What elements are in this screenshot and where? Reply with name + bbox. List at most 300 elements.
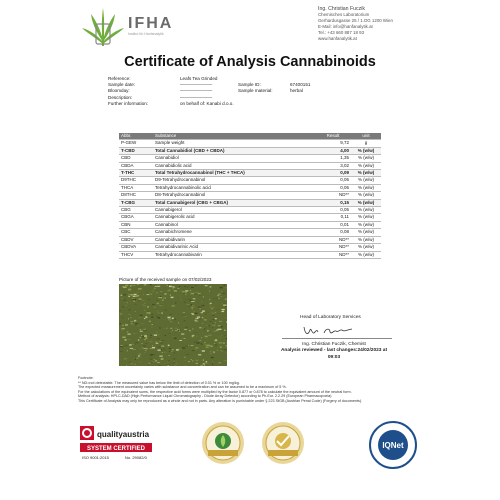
photo-texture (124, 339, 126, 341)
photo-texture (123, 287, 127, 288)
table-row (119, 244, 381, 251)
photo-texture (185, 290, 188, 292)
photo-texture (199, 327, 201, 328)
photo-texture (136, 292, 138, 293)
photo-texture (129, 322, 130, 323)
photo-texture (184, 329, 187, 330)
photo-texture (142, 300, 145, 301)
photo-texture (211, 313, 214, 315)
cell-abbr: CBDVA (119, 244, 153, 251)
photo-texture (191, 287, 194, 288)
photo-texture (168, 291, 169, 292)
photo-texture (139, 288, 142, 289)
photo-texture (154, 335, 157, 336)
cell-unit: % (w/w) (351, 155, 381, 162)
photo-texture (201, 343, 203, 344)
photo-texture (135, 304, 137, 305)
meta-label: Description: (108, 94, 133, 100)
photo-texture (171, 351, 172, 352)
photo-texture (215, 344, 217, 346)
quality-austria-logo-icon (80, 420, 152, 478)
photo-texture (202, 317, 203, 318)
photo-texture (146, 324, 147, 325)
photo-texture (172, 288, 173, 289)
photo-texture (158, 347, 161, 348)
photo-texture (163, 328, 166, 329)
photo-texture (203, 296, 204, 297)
photo-texture (185, 294, 186, 295)
photo-texture (192, 360, 193, 361)
lab-line: Chemisches Laboratorium (318, 12, 370, 17)
photo-texture (129, 362, 130, 363)
photo-texture (210, 286, 212, 287)
photo-texture (212, 323, 215, 324)
photo-texture (198, 354, 201, 356)
photo-texture (226, 342, 227, 343)
cell-unit: % (w/w) (351, 251, 381, 258)
cell-abbr: T-CBD (119, 147, 153, 154)
cell-abbr: CBD (119, 155, 153, 162)
lab-line: Gerhardusgasse 25 / 1.OG 1200 Wien (318, 18, 393, 23)
photo-texture (178, 357, 179, 358)
photo-texture (129, 294, 132, 295)
photo-texture (158, 297, 162, 298)
footnote-line: Footnote: (78, 376, 94, 380)
photo-texture (122, 317, 124, 318)
photo-texture (129, 309, 131, 310)
photo-texture (137, 284, 140, 285)
photo-texture (199, 340, 201, 341)
cell-abbr: THCV (119, 251, 153, 258)
photo-texture (225, 335, 226, 336)
photo-texture (151, 314, 153, 315)
photo-texture (172, 349, 174, 350)
photo-texture (175, 330, 178, 331)
photo-texture (177, 364, 178, 365)
photo-texture (219, 327, 220, 328)
footnote-line: Method of analysis: HPLC-DAD (High Performance Liquid Chromatography - Diode Array Detector) according to Ph.Eur. 2.2.29 (European Pharmacopoeia) (78, 394, 332, 399)
cell-unit: % (w/w) (351, 214, 381, 221)
photo-texture (168, 345, 170, 347)
photo-texture (180, 290, 183, 291)
photo-texture (217, 328, 220, 329)
photo-texture (185, 338, 186, 339)
photo-texture (186, 354, 189, 355)
photo-texture (125, 285, 128, 287)
photo-texture (148, 365, 149, 366)
table-row (119, 221, 381, 228)
photo-texture (203, 363, 206, 364)
photo-texture (221, 350, 223, 351)
photo-texture (143, 345, 145, 347)
photo-texture (173, 336, 174, 338)
photo-texture (136, 342, 139, 343)
cell-result: 0,05 (315, 184, 351, 191)
cell-result: 9,72 (315, 140, 351, 147)
photo-texture (212, 361, 213, 362)
photo-texture (206, 325, 208, 326)
photo-texture (221, 311, 224, 312)
photo-texture (164, 310, 167, 311)
photo-texture (159, 356, 162, 357)
photo-texture (188, 306, 190, 307)
photo-texture (136, 358, 138, 359)
photo-texture (133, 333, 136, 334)
photo-texture (135, 356, 136, 357)
photo-texture (139, 362, 141, 363)
photo-texture (198, 364, 200, 365)
photo-texture (139, 354, 142, 355)
signature-line (282, 338, 392, 339)
cell-result: 0,11 (315, 214, 351, 221)
photo-texture (139, 357, 141, 358)
photo-texture (175, 328, 178, 329)
photo-texture (136, 296, 138, 297)
photo-texture (215, 340, 218, 342)
photo-texture (186, 345, 189, 346)
photo-texture (220, 351, 223, 352)
photo-texture (213, 307, 215, 308)
photo-texture (133, 300, 135, 301)
photo-texture (152, 324, 154, 325)
photo-texture (173, 363, 174, 364)
photo-texture (158, 365, 161, 366)
cell-abbr: CBGA (119, 214, 153, 221)
meta-value: ——————— (180, 82, 213, 88)
photo-texture (209, 299, 210, 300)
cell-unit: % (w/w) (351, 192, 381, 199)
photo-texture (201, 338, 202, 339)
photo-texture (212, 308, 213, 310)
photo-texture (135, 346, 136, 347)
photo-texture (148, 311, 149, 312)
photo-texture (184, 325, 185, 326)
photo-texture (138, 300, 139, 302)
photo-texture (166, 364, 170, 365)
meta-value: ——————— (180, 94, 213, 100)
lab-website[interactable]: www.hanfanalytik.at (318, 36, 357, 41)
photo-texture (154, 354, 155, 355)
meta-row (108, 101, 236, 107)
sample-photo (119, 284, 227, 366)
photo-texture (217, 314, 219, 315)
photo-texture (217, 350, 218, 351)
photo-texture (202, 323, 204, 324)
photo-texture (144, 310, 145, 311)
table-row (119, 229, 381, 236)
cell-substance: Cannabinol (153, 221, 315, 228)
photo-texture (156, 332, 158, 333)
photo-texture (163, 349, 166, 350)
cell-substance: D9-Tetrahydrocannabinol (153, 177, 315, 184)
cell-substance: Total Cannabigerol (CBG + CBGA) (153, 199, 315, 206)
photo-texture (164, 293, 166, 294)
lab-address (318, 6, 393, 42)
photo-texture (145, 337, 147, 339)
cell-substance: Total Cannabidiol (CBD + CBDA) (153, 147, 315, 154)
photo-texture (183, 312, 186, 313)
lab-email[interactable]: E-Mail: info@hanfanalytik.at (318, 24, 373, 29)
photo-texture (226, 321, 227, 322)
photo-texture (185, 360, 186, 361)
footnote-line: The expected measurement uncertainty varies with substance and concentration and can be assumed to be a maximum of 5 %. (78, 385, 287, 390)
photo-texture (160, 343, 164, 344)
meta-value: ——————— (180, 88, 213, 94)
photo-texture (225, 287, 227, 288)
meta-value: 67400151 (290, 82, 311, 87)
handwritten-signature (300, 324, 360, 338)
results-body (119, 140, 381, 259)
cell-unit: % (w/w) (351, 229, 381, 236)
lab-phone: Tel.: +43 660 887 18 93 (318, 30, 365, 35)
photo-texture (135, 323, 138, 324)
photo-texture (226, 338, 227, 339)
photo-texture (220, 347, 222, 348)
photo-texture (128, 318, 129, 319)
meta-label: Sample ID: (238, 82, 261, 87)
photo-texture (192, 329, 193, 330)
table-row (119, 251, 381, 258)
photo-texture (207, 289, 210, 290)
photo-texture (124, 347, 126, 348)
photo-texture (184, 320, 186, 321)
cell-substance: Tetrahydrocannabinolic acid (153, 184, 315, 191)
photo-texture (150, 359, 152, 360)
cell-unit: % (w/w) (351, 236, 381, 243)
photo-texture (141, 323, 144, 324)
photo-texture (134, 320, 137, 322)
photo-texture (141, 335, 142, 336)
photo-texture (130, 321, 133, 322)
photo-texture (197, 342, 200, 343)
lab-name: Ing. Christian Fuczik (318, 6, 365, 12)
cell-abbr: THCA (119, 184, 153, 191)
photo-texture (157, 310, 158, 312)
col-header-substance: Substance (153, 133, 315, 140)
photo-texture (130, 285, 131, 286)
photo-texture (210, 303, 212, 304)
photo-texture (138, 326, 139, 327)
photo-texture (225, 299, 227, 300)
meta-label: Sample material: (238, 88, 273, 94)
photo-texture (192, 310, 193, 311)
photo-texture (198, 293, 201, 294)
gold-seal-badge-icon (200, 420, 246, 466)
photo-texture (203, 328, 205, 329)
cell-substance: Total Tetrahydrocannabinol (THC + THCA) (153, 170, 315, 177)
cell-result: 4,00 (315, 147, 351, 154)
meta-label: Bloomday: (108, 88, 130, 94)
review-time: 09:03 (327, 354, 341, 360)
photo-texture (191, 293, 195, 294)
iqnet-text: IQNet (382, 441, 404, 450)
signer-block (264, 342, 404, 361)
photo-texture (199, 345, 200, 346)
photo-texture (127, 350, 128, 352)
footnote-line: For the calculations of the equivalent sums, the respective acid forms were multiplied by the factor 0.877 or 0.878 to calculate the equivalent amount of the neutral form. (78, 389, 352, 394)
photo-texture (161, 313, 163, 314)
gold-seal-badge-icon (260, 420, 306, 466)
photo-texture (226, 352, 227, 353)
cell-substance: Cannabigerol (153, 207, 315, 214)
photo-texture (144, 285, 147, 286)
cell-result: 3,02 (315, 162, 351, 169)
photo-texture (182, 338, 184, 339)
photo-texture (155, 360, 157, 362)
photo-texture (190, 290, 191, 291)
photo-texture (216, 329, 218, 330)
photo-texture (132, 344, 135, 345)
photo-texture (152, 289, 153, 290)
table-row (119, 199, 381, 206)
photo-texture (143, 329, 146, 330)
photo-texture (155, 286, 157, 287)
photo-texture (171, 285, 172, 286)
photo-texture (178, 348, 182, 350)
table-header-row (119, 133, 381, 140)
cell-abbr: T-CBG (119, 199, 153, 206)
photo-texture (159, 327, 160, 328)
photo-texture (194, 311, 196, 313)
photo-texture (133, 349, 136, 350)
photo-texture (185, 327, 188, 328)
photo-texture (126, 365, 127, 366)
cell-abbr: CBC (119, 229, 153, 236)
results-table (119, 133, 381, 259)
photo-texture (210, 305, 211, 306)
photo-texture (156, 316, 158, 317)
photo-texture (167, 285, 168, 286)
photo-texture (191, 359, 192, 360)
photo-texture (140, 315, 143, 316)
photo-texture (145, 335, 147, 336)
cell-abbr: CBG (119, 207, 153, 214)
photo-texture (215, 312, 216, 313)
photo-texture (158, 334, 159, 335)
photo-texture (154, 359, 155, 360)
photo-texture (205, 285, 208, 286)
photo-texture (156, 293, 159, 294)
photo-texture (120, 346, 123, 347)
photo-texture (145, 343, 148, 344)
photo-texture (150, 354, 153, 355)
photo-texture (163, 298, 165, 299)
photo-texture (219, 321, 222, 322)
col-header-abbr: Abbr. (119, 133, 153, 140)
photo-texture (223, 303, 225, 304)
photo-texture (127, 302, 128, 303)
photo-texture (138, 317, 141, 318)
document-title: Certificate of Analysis Cannabinoids (124, 54, 376, 70)
photo-texture (149, 321, 151, 322)
photo-texture (129, 295, 130, 296)
photo-texture (223, 304, 226, 306)
photo-texture (168, 333, 171, 334)
photo-texture (192, 314, 194, 315)
photo-texture (206, 345, 209, 347)
photo-texture (212, 364, 213, 365)
table-row (119, 162, 381, 169)
qa-sub: SYSTEM CERTIFIED (86, 446, 146, 452)
photo-texture (203, 359, 204, 360)
photo-texture (192, 336, 193, 337)
cell-unit: g (351, 140, 381, 147)
sample-info-left (108, 76, 236, 107)
cell-substance: Tetrahydrocannabivarin (153, 251, 315, 258)
cell-result: 0,05 (315, 177, 351, 184)
photo-texture (158, 350, 161, 351)
photo-texture (135, 311, 136, 312)
photo-texture (142, 336, 144, 338)
photo-texture (170, 321, 171, 322)
cell-substance: Cannabichromene (153, 229, 315, 236)
photo-caption: Picture of the received sample on 07/02/2023 (119, 277, 212, 282)
cell-substance: Cannabigerolic acid (153, 214, 315, 221)
photo-texture (159, 341, 161, 342)
photo-texture (151, 294, 152, 295)
photo-texture (121, 298, 123, 300)
photo-texture (209, 291, 210, 292)
photo-texture (170, 328, 173, 329)
photo-texture (214, 343, 215, 344)
cell-substance: D8-Tetrahydrocannabinol (153, 192, 315, 199)
photo-texture (172, 330, 173, 331)
photo-texture (210, 353, 212, 355)
photo-texture (146, 292, 147, 293)
photo-texture (224, 360, 227, 361)
photo-texture (143, 294, 144, 296)
photo-texture (190, 285, 191, 286)
photo-texture (206, 363, 209, 364)
photo-texture (202, 305, 205, 306)
photo-texture (199, 308, 201, 309)
photo-texture (215, 298, 218, 299)
photo-texture (161, 358, 164, 359)
photo-texture (134, 294, 137, 295)
photo-texture (188, 299, 192, 300)
photo-texture (138, 355, 140, 356)
photo-texture (158, 317, 161, 318)
photo-texture (157, 312, 161, 313)
photo-texture (157, 300, 159, 301)
photo-texture (212, 315, 215, 316)
photo-texture (149, 341, 153, 343)
photo-texture (204, 342, 205, 343)
table-row (119, 214, 381, 221)
photo-texture (204, 319, 207, 320)
iqnet-logo-icon (368, 420, 418, 470)
photo-texture (125, 305, 127, 306)
photo-texture (210, 307, 211, 308)
cell-substance: Cannabidiol (153, 155, 315, 162)
photo-texture (202, 333, 203, 334)
photo-texture (151, 297, 152, 298)
photo-texture (123, 329, 124, 330)
photo-texture (122, 306, 124, 307)
photo-texture (130, 364, 133, 365)
review-date: Analysis reviewed - last changes:24/02/2023 at (280, 348, 388, 354)
photo-texture (157, 286, 161, 287)
photo-texture (177, 288, 179, 289)
photo-texture (125, 325, 126, 326)
photo-texture (150, 335, 152, 336)
cell-result: 0,08 (315, 229, 351, 236)
photo-texture (166, 328, 167, 329)
photo-texture (129, 344, 132, 345)
photo-texture (134, 297, 135, 298)
photo-texture (218, 298, 219, 299)
photo-texture (176, 332, 177, 333)
